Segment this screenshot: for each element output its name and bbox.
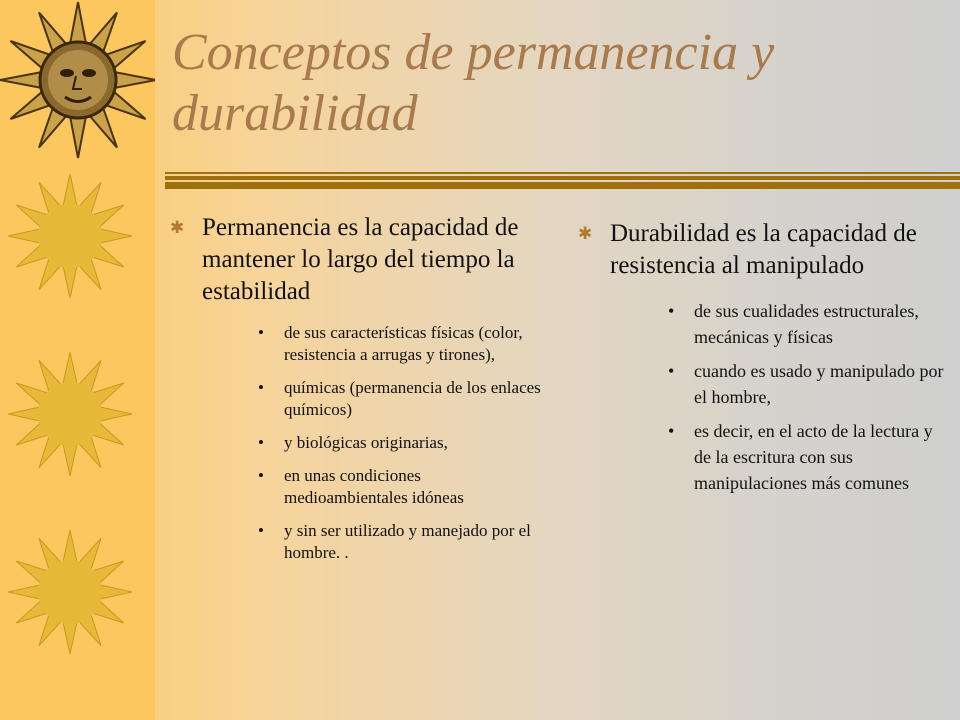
sub-bullet-list — [258, 322, 545, 564]
sub-bullet-list — [668, 298, 948, 496]
sun-icon — [8, 530, 132, 654]
bullet-text: Permanencia es la capacidad de mantener lo largo del tiempo la estabilidad — [202, 214, 519, 305]
list-item: • y sin ser utilizado y manejado por el hombre. . — [258, 521, 531, 562]
left-column — [170, 212, 545, 575]
right-column — [578, 218, 948, 504]
sun-icon — [8, 174, 132, 298]
list-item: • de sus cualidades estructurales, mecánicas y físicas — [668, 301, 919, 347]
bullet-durabilidad — [578, 218, 948, 282]
slide-title: Conceptos de permanencia y durabilidad — [172, 24, 775, 142]
list-item: • es decir, en el acto de la lectura y de la escritura con sus manipulaciones más comunes — [668, 421, 933, 493]
sun-icon — [8, 352, 132, 476]
list-item: • en unas condiciones medioambientales idóneas — [258, 466, 464, 507]
bullet-permanencia — [170, 212, 545, 308]
bullet-text: Durabilidad es la capacidad de resistencia al manipulado — [610, 220, 917, 279]
list-item: • cuando es usado y manipulado por el hombre, — [668, 361, 944, 407]
sun-face-icon — [0, 2, 155, 158]
list-item: • y biológicas originarias, — [258, 433, 448, 452]
list-item: • de sus características físicas (color, resistencia a arrugas y tirones), — [258, 323, 523, 364]
asterisk-star-icon: ✱ — [578, 224, 593, 243]
sun-decorations — [0, 0, 155, 720]
asterisk-star-icon: ✱ — [170, 218, 185, 237]
title-divider — [165, 172, 960, 192]
list-item: • químicas (permanencia de los enlaces químicos) — [258, 378, 541, 419]
